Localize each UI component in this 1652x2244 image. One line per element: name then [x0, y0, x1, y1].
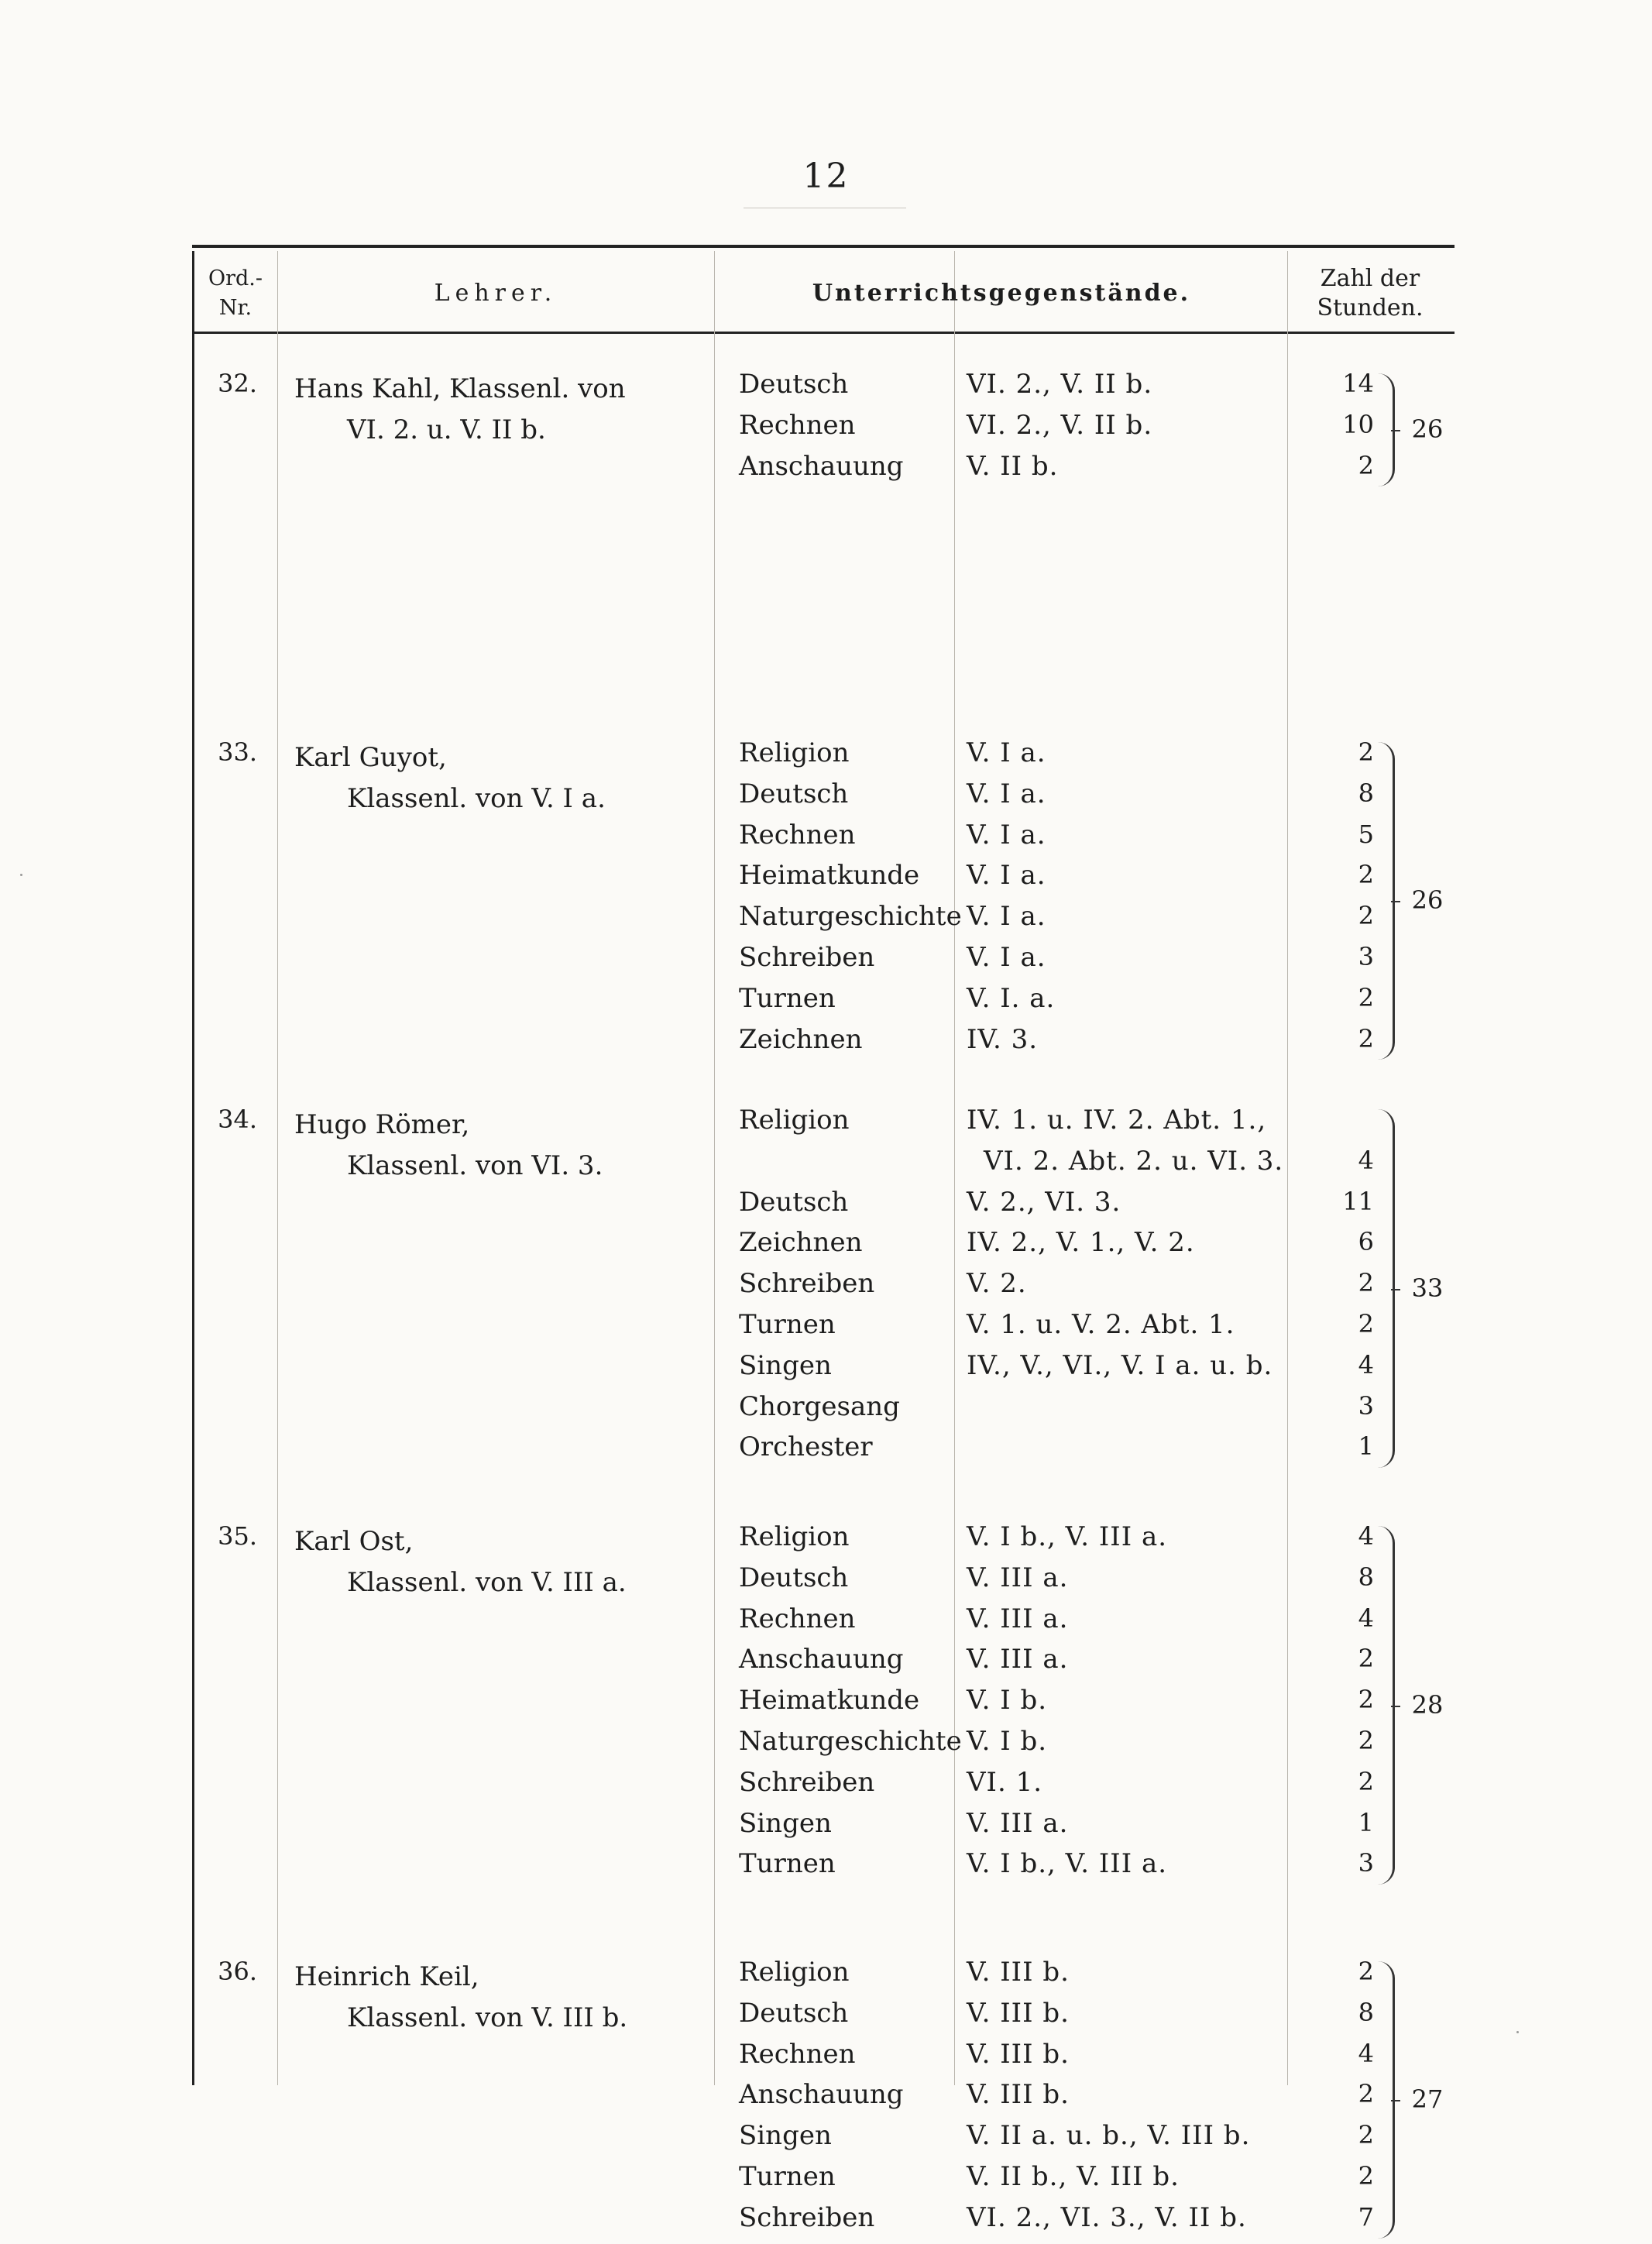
subject-classes: V. III a.	[967, 1603, 1069, 1634]
subject-name: Religion	[739, 1105, 850, 1136]
subject-hours: 2	[1358, 737, 1374, 767]
subject-row	[192, 2120, 1455, 2161]
subject-name: Turnen	[739, 1848, 836, 1880]
subject-classes: V. 2., VI. 3.	[967, 1186, 1121, 1218]
subject-name: Turnen	[739, 982, 836, 1014]
teacher-class-line: Klassenl. von V. III b.	[347, 2002, 628, 2033]
subject-name: Deutsch	[739, 369, 849, 400]
entry-total-hours: 33	[1411, 1273, 1444, 1303]
subject-row	[192, 2079, 1455, 2120]
subject-row	[192, 2161, 1455, 2202]
teacher-name-line: Karl Guyot,	[294, 742, 447, 773]
subject-name: Religion	[739, 1957, 850, 1988]
subject-classes: V. 2.	[967, 1268, 1027, 1300]
subject-classes: V. III b.	[967, 1997, 1070, 2029]
subject-name: Orchester	[739, 1431, 873, 1463]
subject-hours: 8	[1358, 1562, 1374, 1592]
subject-classes: VI. 1.	[967, 1766, 1043, 1798]
entry-ord-number: 36.	[218, 1957, 257, 1986]
subject-hours: 3	[1358, 942, 1374, 971]
teacher-name-line: Karl Ost,	[294, 1526, 414, 1557]
subject-row	[192, 410, 1455, 451]
subject-name: Singen	[739, 1807, 832, 1839]
subject-row	[192, 1431, 1455, 1473]
subject-classes: IV. 2., V. 1., V. 2.	[967, 1227, 1195, 1259]
subject-classes: V. III b.	[967, 2079, 1070, 2111]
subject-name: Deutsch	[739, 1186, 849, 1218]
header-ord-nr: Ord.-Nr.	[208, 266, 263, 320]
subject-name: Rechnen	[739, 819, 856, 851]
subject-hours: 4	[1358, 2038, 1374, 2068]
subject-classes: V. I a.	[967, 778, 1046, 809]
subject-hours: 2	[1358, 1309, 1374, 1338]
subject-hours: 4	[1358, 1603, 1374, 1633]
subject-name: Schreiben	[739, 1766, 875, 1798]
entry-total-hours: 27	[1411, 2084, 1444, 2114]
teacher-class-line: Klassenl. von V. III a.	[347, 1566, 627, 1598]
subject-hours: 2	[1358, 1644, 1374, 1674]
header-teacher: Lehrer.	[434, 280, 558, 307]
subject-row	[192, 1644, 1455, 1685]
subject-row	[192, 1848, 1455, 1889]
subject-classes: V. I a.	[967, 737, 1046, 768]
subject-row	[192, 1726, 1455, 1767]
subject-name: Religion	[739, 737, 850, 768]
entry-total-hours: 28	[1411, 1689, 1444, 1720]
subject-name: Singen	[739, 1349, 832, 1381]
subject-name: Turnen	[739, 1309, 836, 1340]
subject-classes: V. I a.	[967, 901, 1046, 933]
subject-hours: 10	[1342, 409, 1374, 439]
subject-hours: 2	[1358, 1726, 1374, 1755]
subject-name: Rechnen	[739, 2038, 856, 2070]
subject-row	[192, 1957, 1455, 1998]
header-subjects: Unterrichtsgegenstände.	[812, 280, 1191, 307]
teacher-name-line: Hugo Römer,	[294, 1109, 470, 1140]
subject-classes: V. I a.	[967, 860, 1046, 892]
subject-name: Rechnen	[739, 409, 856, 441]
subject-row	[192, 1808, 1455, 1849]
subject-hours: 5	[1358, 819, 1374, 849]
subject-name: Heimatkunde	[739, 860, 920, 892]
subject-classes: V. III b.	[967, 2038, 1070, 2070]
subject-row	[192, 942, 1455, 983]
header-hours: Zahl der Stunden.	[1317, 265, 1424, 321]
subject-row	[192, 1350, 1455, 1391]
subject-hours: 11	[1342, 1186, 1374, 1216]
subject-row	[192, 1391, 1455, 1432]
subject-name: Zeichnen	[739, 1227, 863, 1259]
subject-row	[192, 860, 1455, 901]
subject-row	[192, 778, 1455, 820]
subject-classes: V. I a.	[967, 819, 1046, 851]
subject-hours: 2	[1358, 982, 1374, 1012]
subject-classes: IV. 1. u. IV. 2. Abt. 1.,	[967, 1105, 1267, 1136]
subject-name: Religion	[739, 1521, 850, 1552]
entry-ord-number: 32.	[218, 369, 257, 398]
subject-name: Deutsch	[739, 778, 849, 809]
subject-name: Heimatkunde	[739, 1685, 920, 1717]
subject-name: Singen	[739, 2120, 832, 2152]
subject-name: Anschauung	[739, 1644, 904, 1675]
subject-hours: 2	[1358, 1268, 1374, 1298]
subject-hours: 3	[1358, 1390, 1374, 1421]
subject-classes: V. I b.	[967, 1726, 1048, 1757]
subject-classes: V. 1. u. V. 2. Abt. 1.	[967, 1309, 1235, 1340]
subject-row	[192, 1187, 1455, 1228]
subject-hours: 6	[1358, 1227, 1374, 1257]
subject-hours: 8	[1358, 1997, 1374, 2027]
subject-name: Rechnen	[739, 1603, 856, 1634]
subject-row	[192, 1105, 1455, 1146]
entry-total-hours: 26	[1411, 414, 1444, 445]
paper-speck	[20, 874, 22, 876]
subject-row	[192, 1146, 1455, 1187]
subject-classes: V. I b., V. III a.	[967, 1521, 1168, 1552]
entry-ord-number: 33.	[218, 737, 257, 767]
subject-row	[192, 1268, 1455, 1309]
subject-classes: VI. 2., VI. 3., V. II b.	[967, 2201, 1247, 2233]
subject-hours: 2	[1358, 2079, 1374, 2109]
subject-hours: 2	[1358, 860, 1374, 890]
table-top-rule	[192, 245, 1455, 248]
subject-row	[192, 369, 1455, 410]
subject-hours: 8	[1358, 778, 1374, 808]
subject-hours: 7	[1358, 2201, 1374, 2232]
subject-name: Zeichnen	[739, 1023, 863, 1055]
subject-row	[192, 737, 1455, 778]
subject-row	[192, 1998, 1455, 2039]
subject-classes: VI. 2. Abt. 2. u. VI. 3.	[984, 1145, 1284, 1177]
entry-ord-number: 35.	[218, 1521, 257, 1551]
subject-classes: VI. 2., V. II b.	[967, 409, 1153, 441]
subject-name: Naturgeschichte	[739, 1726, 962, 1757]
subject-hours: 2	[1358, 1023, 1374, 1053]
subject-classes: IV. 3.	[967, 1023, 1039, 1055]
subject-name: Schreiben	[739, 942, 875, 973]
subject-row	[192, 1685, 1455, 1726]
paper-speck	[1516, 2031, 1519, 2033]
subject-hours: 14	[1342, 369, 1374, 398]
subject-row	[192, 1309, 1455, 1350]
subject-row	[192, 1024, 1455, 1065]
subject-row	[192, 2039, 1455, 2080]
entry-total-hours: 26	[1411, 885, 1444, 916]
subject-hours: 2	[1358, 1957, 1374, 1986]
subject-classes: V. III b.	[967, 1957, 1070, 1988]
subject-hours: 2	[1358, 901, 1374, 931]
subject-name: Anschauung	[739, 450, 904, 482]
subject-classes: V. III a.	[967, 1562, 1069, 1593]
subject-name: Schreiben	[739, 1268, 875, 1300]
subject-classes: V. I b.	[967, 1685, 1048, 1717]
subject-row	[192, 983, 1455, 1024]
subject-hours: 2	[1358, 1685, 1374, 1715]
subject-name: Schreiben	[739, 2201, 875, 2233]
table-header-rule	[192, 332, 1455, 334]
subject-classes: V. III a.	[967, 1644, 1069, 1675]
teacher-class-line: VI. 2. u. V. II b.	[347, 414, 546, 445]
subject-classes: V. II a. u. b., V. III b.	[967, 2120, 1251, 2152]
subject-row	[192, 1603, 1455, 1644]
subject-row	[192, 451, 1455, 492]
subject-classes: IV., V., VI., V. I a. u. b.	[967, 1349, 1273, 1381]
subject-hours: 1	[1358, 1807, 1374, 1837]
teacher-name-line: Hans Kahl, Klassenl. von	[294, 373, 626, 404]
page-number: 12	[802, 156, 850, 196]
subject-classes: V. I. a.	[967, 982, 1056, 1014]
subject-classes: V. II b.	[967, 450, 1059, 482]
subject-name: Chorgesang	[739, 1390, 900, 1422]
subject-classes: V. I a.	[967, 942, 1046, 973]
teacher-class-line: Klassenl. von V. I a.	[347, 782, 606, 814]
subject-row	[192, 1521, 1455, 1562]
subject-classes: V. II b., V. III b.	[967, 2161, 1180, 2192]
subject-name: Deutsch	[739, 1997, 849, 2029]
subject-row	[192, 1227, 1455, 1268]
subject-row	[192, 1562, 1455, 1603]
subject-row	[192, 2202, 1455, 2243]
subject-classes: V. I b., V. III a.	[967, 1848, 1168, 1880]
subject-name: Anschauung	[739, 2079, 904, 2111]
subject-row	[192, 901, 1455, 942]
subject-name: Naturgeschichte	[739, 901, 962, 933]
entry-ord-number: 34.	[218, 1105, 257, 1134]
subject-hours: 4	[1358, 1349, 1374, 1380]
teacher-table	[192, 245, 1455, 2233]
subject-classes: VI. 2., V. II b.	[967, 369, 1153, 400]
subject-row	[192, 820, 1455, 861]
subject-hours: 2	[1358, 2161, 1374, 2191]
teacher-class-line: Klassenl. von VI. 3.	[347, 1149, 603, 1181]
subject-hours: 4	[1358, 1145, 1374, 1175]
subject-hours: 2	[1358, 1766, 1374, 1796]
subject-row	[192, 1767, 1455, 1808]
subject-name: Turnen	[739, 2161, 836, 2192]
teacher-name-line: Heinrich Keil,	[294, 1961, 479, 1992]
subject-name: Deutsch	[739, 1562, 849, 1593]
subject-hours: 4	[1358, 1521, 1374, 1551]
subject-hours: 2	[1358, 450, 1374, 480]
subject-hours: 1	[1358, 1431, 1374, 1462]
subject-hours: 3	[1358, 1848, 1374, 1878]
subject-classes: V. III a.	[967, 1807, 1069, 1839]
subject-hours: 2	[1358, 2120, 1374, 2150]
